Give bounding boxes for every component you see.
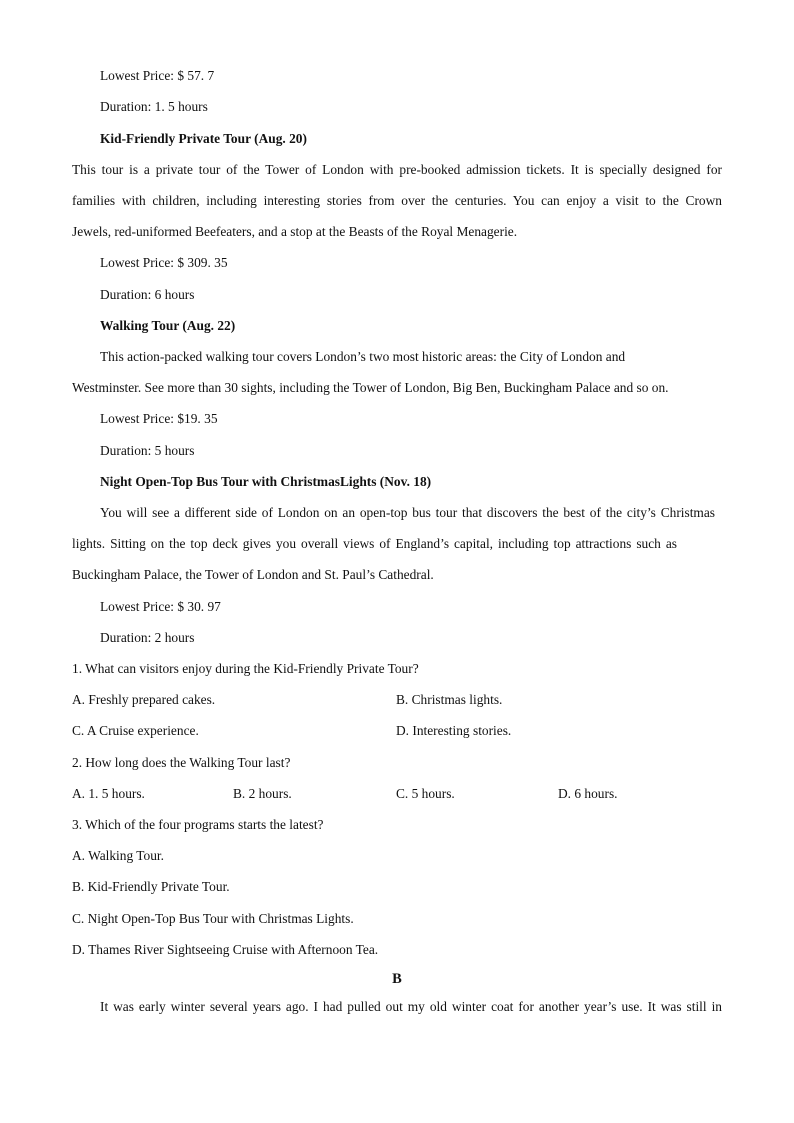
cruise-duration: Duration: 1. 5 hours (100, 99, 208, 114)
question-2-option-c[interactable]: C. 5 hours. (396, 786, 455, 801)
question-3-option-b[interactable]: B. Kid-Friendly Private Tour. (72, 879, 230, 894)
tour-kid-desc-line: This tour is a private tour of the Tower of London with pre-booked admission tickets. It is specially designed for (72, 162, 722, 177)
tour-walk-desc-line: This action-packed walking tour covers London’s two most historic areas: the City of London and (100, 349, 626, 364)
tour-night-desc-line: You will see a different side of London on an open-top bus tour that discovers the best of the city’s Christmas (100, 505, 715, 520)
question-2-stem: 2. How long does the Walking Tour last? (72, 755, 291, 770)
tour-kid-desc-line: families with children, including interesting stories from over the centuries. You can enjoy a visit to the Crown (72, 193, 722, 208)
tour-kid-title: Kid-Friendly Private Tour (Aug. 20) (100, 131, 307, 146)
question-2-option-a[interactable]: A. 1. 5 hours. (72, 786, 145, 801)
cruise-price: Lowest Price: $ 57. 7 (100, 68, 215, 83)
question-3-option-a[interactable]: A. Walking Tour. (72, 848, 164, 863)
question-1-option-a[interactable]: A. Freshly prepared cakes. (72, 692, 216, 707)
question-1-stem: 1. What can visitors enjoy during the Kid-Friendly Private Tour? (72, 661, 419, 676)
tour-walk-desc-line: Westminster. See more than 30 sights, including the Tower of London, Big Ben, Buckingham Palace and so on. (72, 380, 669, 395)
tour-night-desc-line: Buckingham Palace, the Tower of London and St. Paul’s Cathedral. (72, 567, 434, 582)
question-2-option-d[interactable]: D. 6 hours. (558, 786, 618, 801)
tour-walk-price: Lowest Price: $19. 35 (100, 411, 218, 426)
tour-kid-duration: Duration: 6 hours (100, 287, 195, 302)
tour-night-desc-line: lights. Sitting on the top deck gives you overall views of England’s capital, including top attractions such as (72, 536, 677, 551)
question-3-option-c[interactable]: C. Night Open-Top Bus Tour with Christmas Lights. (72, 911, 354, 926)
section-b-first-line: It was early winter several years ago. I had pulled out my old winter coat for another year’s use. It was still in (100, 999, 722, 1014)
tour-kid-desc-line: Jewels, red-uniformed Beefeaters, and a stop at the Beasts of the Royal Menagerie. (72, 224, 518, 239)
question-2-option-b[interactable]: B. 2 hours. (233, 786, 292, 801)
tour-walk-duration: Duration: 5 hours (100, 443, 195, 458)
question-1-option-d[interactable]: D. Interesting stories. (396, 723, 512, 738)
question-3-option-d[interactable]: D. Thames River Sightseeing Cruise with Afternoon Tea. (72, 942, 379, 957)
tour-night-title: Night Open-Top Bus Tour with ChristmasLights (Nov. 18) (100, 474, 432, 489)
question-1-option-b[interactable]: B. Christmas lights. (396, 692, 503, 707)
section-b-heading: B (392, 971, 402, 987)
tour-night-price: Lowest Price: $ 30. 97 (100, 599, 221, 614)
tour-night-duration: Duration: 2 hours (100, 630, 195, 645)
question-1-option-c[interactable]: C. A Cruise experience. (72, 723, 199, 738)
tour-walk-title: Walking Tour (Aug. 22) (100, 318, 236, 333)
tour-kid-price: Lowest Price: $ 309. 35 (100, 255, 228, 270)
question-3-stem: 3. Which of the four programs starts the latest? (72, 817, 324, 832)
